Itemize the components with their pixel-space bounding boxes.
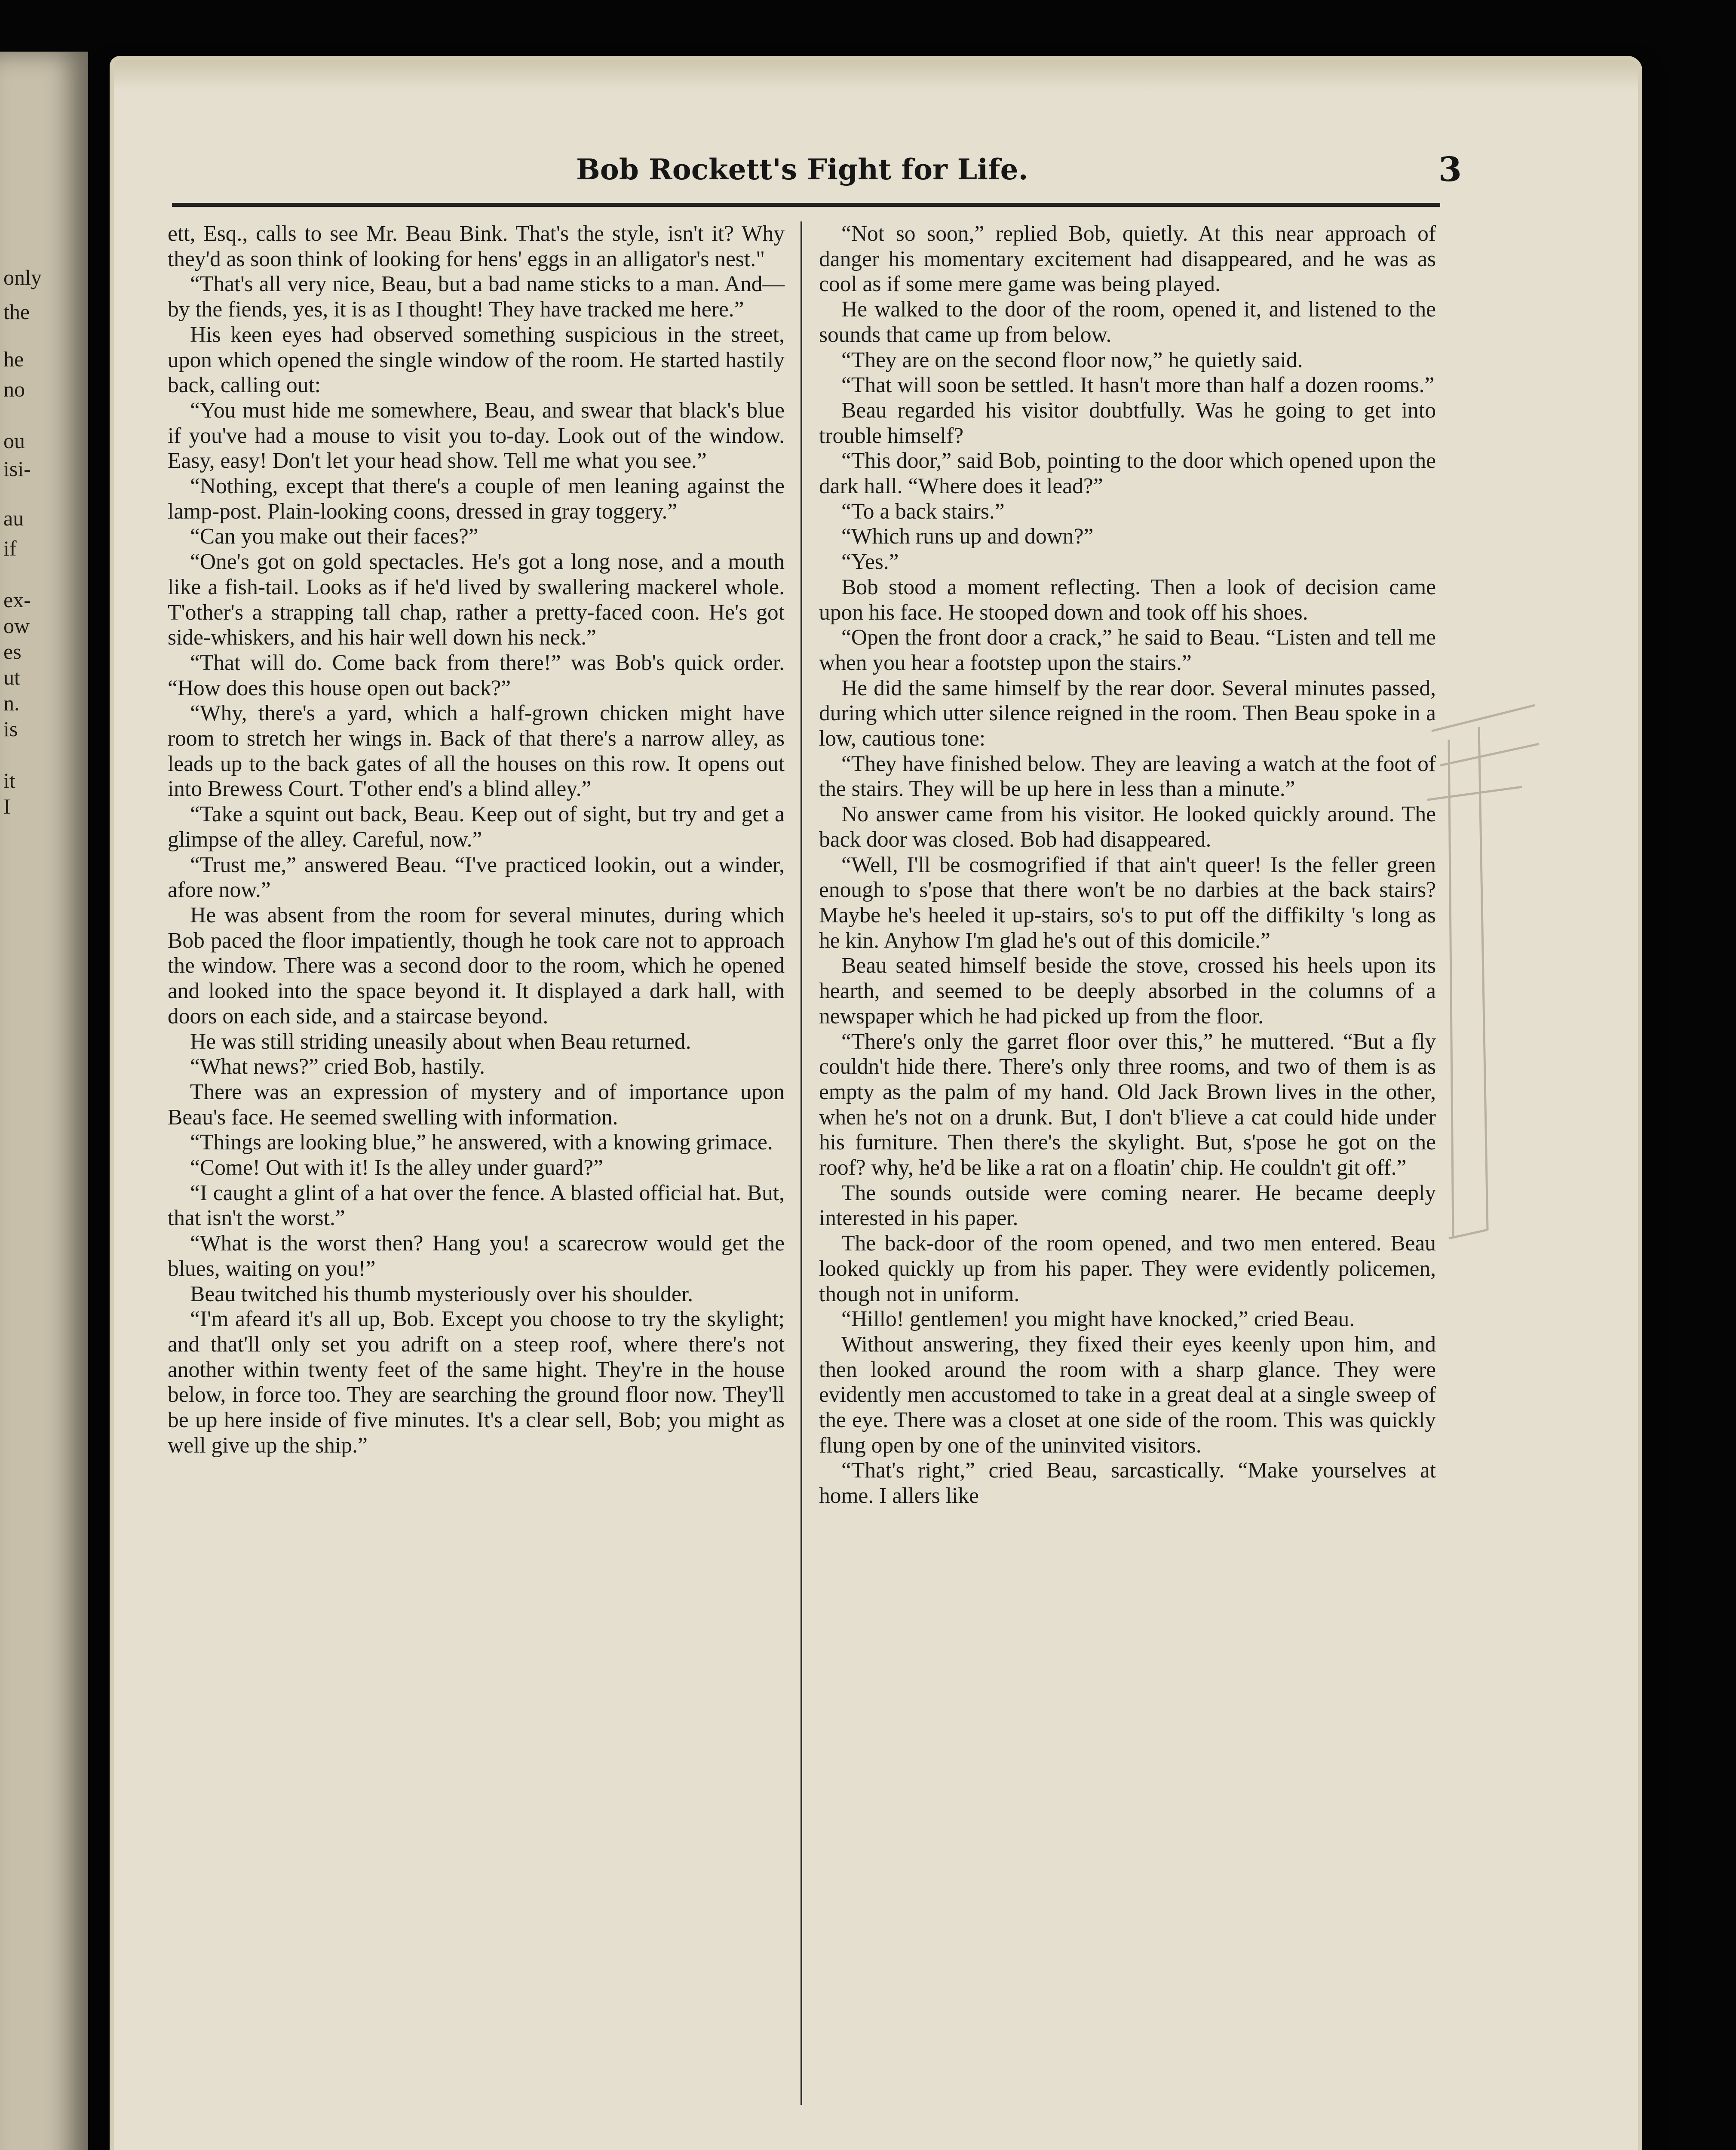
prev-page-fragment: n. xyxy=(3,691,20,715)
paragraph: “Can you make out their faces?” xyxy=(190,524,478,549)
paragraph: His keen eyes had observed something suspicious in the street, upon which opened the single window of the room. He started hastily back, calling out: xyxy=(168,322,785,398)
column-divider xyxy=(801,221,802,2105)
paragraph: “I caught a glint of a hat over the fence. A blasted official hat. But, that isn't the worst.” xyxy=(168,1180,785,1231)
prev-page-fragment: I xyxy=(3,794,11,818)
paragraph: Without answering, they fixed their eyes keenly upon him, and then looked around the room with a sharp glance. They were evidently men accustomed to take in a great deal at a single sweep of the eye. There was a closet at one side of the room. This was quickly flung open by one of the uninvited visitors. xyxy=(819,1332,1436,1458)
paragraph: “That will do. Come back from there!” was Bob's quick order. “How does this house open out back?” xyxy=(168,650,785,700)
paragraph: “Trust me,” answered Beau. “I've practiced lookin, out a winder, afore now.” xyxy=(168,852,785,903)
paragraph: “Not so soon,” replied Bob, quietly. At this near approach of danger his momentary excitement had disappeared, and he was as cool as if some mere game was being played. xyxy=(819,221,1436,297)
previous-page-edge xyxy=(0,52,88,2150)
paragraph: “Take a squint out back, Beau. Keep out of sight, but try and get a glimpse of the alley. Careful, now.” xyxy=(168,802,785,852)
paragraph: Beau seated himself beside the stove, crossed his heels upon its hearth, and seemed to be deeply absorbed in the columns of a newspaper which he had picked up from the floor. xyxy=(819,953,1436,1029)
paragraph: “They are on the second floor now,” he quietly said. xyxy=(841,347,1303,372)
prev-page-fragment: only xyxy=(3,265,42,289)
header-rule xyxy=(172,203,1440,207)
prev-page-fragment: he xyxy=(3,347,24,371)
paragraph: “I'm afeard it's all up, Bob. Except you choose to try the skylight; and that'll only set you adrift on a steep roof, where there's not another within twenty feet of the same hight. They're in the house below, in force too. They are searching the ground floor now. They'll be up here inside of five minutes. It's a clear sell, Bob; you might as well give up the ship.” xyxy=(168,1307,785,1458)
prev-page-fragment: it xyxy=(3,768,15,792)
paragraph: “Which runs up and down?” xyxy=(841,524,1094,549)
paragraph: ett, Esq., calls to see Mr. Beau Bink. That's the style, isn't it? Why they'd as soon think of looking for hens' eggs in an alligator's nest." xyxy=(168,221,785,271)
paragraph: “To a back stairs.” xyxy=(841,499,1005,524)
paragraph: “Well, I'll be cosmogrified if that ain't queer! Is the feller green enough to s'pose that there won't be no darbies at the back stairs? Maybe he's heeled it up-stairs, so's to put off the diffikilty 's long as he kin. Anyhow I'm glad he's out of this domicile.” xyxy=(819,852,1436,953)
paragraph: He did the same himself by the rear door. Several minutes passed, during which utter silence reigned in the room. Then Beau spoke in a low, cautious tone: xyxy=(819,676,1436,751)
paragraph: “Nothing, except that there's a couple of men leaning against the lamp-post. Plain-looking coons, dressed in gray toggery.” xyxy=(168,474,785,524)
paragraph: Beau twitched his thumb mysteriously over his shoulder. xyxy=(190,1281,693,1306)
paragraph: He was absent from the room for several minutes, during which Bob paced the floor impatiently, though he took care not to approach the window. There was a second door to the room, which he opened and looked into the space beyond it. It displayed a dark hall, with doors on each side, and a staircase beyond. xyxy=(168,903,785,1029)
prev-page-fragment: no xyxy=(3,377,25,401)
prev-page-fragment: ut xyxy=(3,665,20,689)
running-header xyxy=(447,150,1462,200)
paragraph: The sounds outside were coming nearer. He became deeply interested in his paper. xyxy=(819,1180,1436,1231)
paragraph: “One's got on gold spectacles. He's got a long nose, and a mouth like a fish-tail. Looks as if he'd lived by swallering mackerel whole. T'other's a strapping tall chap, rather a pretty-faced coon. He's got side-whiskers, and his hair well down his neck.” xyxy=(168,550,785,650)
paragraph: “This door,” said Bob, pointing to the door which opened upon the dark hall. “Where does it lead?” xyxy=(819,448,1436,499)
prev-page-fragment: es xyxy=(3,639,21,663)
right-text-column xyxy=(819,221,1436,1509)
prev-page-fragment: au xyxy=(3,506,24,530)
paragraph: “Why, there's a yard, which a half-grown chicken might have room to stretch her wings in. Back of that there's a narrow alley, as leads up to the back gates of all the houses on this row. It opens out into Brewess Court. T'other end's a blind alley.” xyxy=(168,701,785,802)
paragraph: “Hillo! gentlemen! you might have knocked,” cried Beau. xyxy=(841,1307,1355,1332)
paragraph: “Open the front door a crack,” he said to Beau. “Listen and tell me when you hear a footstep upon the stairs.” xyxy=(819,625,1436,675)
paragraph: “Yes.” xyxy=(841,550,899,574)
page-top-wear xyxy=(114,60,1638,90)
paragraph: “Come! Out with it! Is the alley under guard?” xyxy=(190,1155,604,1180)
paragraph: Beau regarded his visitor doubtfully. Was he going to get into trouble himself? xyxy=(819,398,1436,448)
prev-page-fragment: ou xyxy=(3,429,25,453)
prev-page-fragment: ow xyxy=(3,614,30,638)
paragraph: “You must hide me somewhere, Beau, and swear that black's blue if you've had a mouse to visit you to-day. Look out of the window. Easy, easy! Don't let your head show. Tell me what you see.” xyxy=(168,398,785,473)
paragraph: “That's right,” cried Beau, sarcastically. “Make yourselves at home. I allers like xyxy=(819,1458,1436,1508)
prev-page-fragment: if xyxy=(3,536,17,560)
paragraph: “That will soon be settled. It hasn't more than half a dozen rooms.” xyxy=(841,373,1435,398)
paragraph: “That's all very nice, Beau, but a bad name sticks to a man. And—by the fiends, yes, it is as I thought! They have tracked me here.” xyxy=(168,272,785,322)
paragraph: “What news?” cried Bob, hastily. xyxy=(190,1054,485,1079)
paragraph: Bob stood a moment reflecting. Then a look of decision came upon his face. He stooped down and took off his shoes. xyxy=(819,574,1436,625)
page-number: 3 xyxy=(1438,150,1462,189)
story-title: Bob Rockett's Fight for Life. xyxy=(576,153,1028,186)
paragraph: No answer came from his visitor. He looked quickly around. The back door was closed. Bob had disappeared. xyxy=(819,802,1436,852)
left-text-column xyxy=(168,221,785,1458)
paragraph: “Things are looking blue,” he answered, with a knowing grimace. xyxy=(190,1130,773,1155)
paragraph: “They have finished below. They are leaving a watch at the foot of the stairs. They will be up here in less than a minute.” xyxy=(819,751,1436,802)
prev-page-fragment: is xyxy=(3,717,18,741)
prev-page-fragment: isi- xyxy=(3,457,31,481)
prev-page-fragment: ex- xyxy=(3,588,31,612)
prev-page-fragment: the xyxy=(3,300,30,324)
paragraph: “What is the worst then? Hang you! a scarecrow would get the blues, waiting on you!” xyxy=(168,1231,785,1281)
paragraph: He walked to the door of the room, opened it, and listened to the sounds that came up from below. xyxy=(819,297,1436,347)
paragraph: There was an expression of mystery and of importance upon Beau's face. He seemed swelling with information. xyxy=(168,1079,785,1130)
paragraph: The back-door of the room opened, and two men entered. Beau looked quickly up from his paper. They were evidently policemen, though not in uniform. xyxy=(819,1231,1436,1306)
paragraph: “There's only the garret floor over this,” he muttered. “But a fly couldn't hide there. There's only three rooms, and two of them is as empty as the palm of my hand. Old Jack Brown lives in the other, when he's not on a drunk. But, I don't b'lieve a cat could hide under his furniture. Then there's the skylight. But, s'pose he got on the roof? why, he'd be like a rat on a floatin' chip. He couldn't git off.” xyxy=(819,1029,1436,1180)
pencil-sketch-marks xyxy=(1414,679,1543,1260)
paragraph: He was still striding uneasily about when Beau returned. xyxy=(190,1029,691,1054)
